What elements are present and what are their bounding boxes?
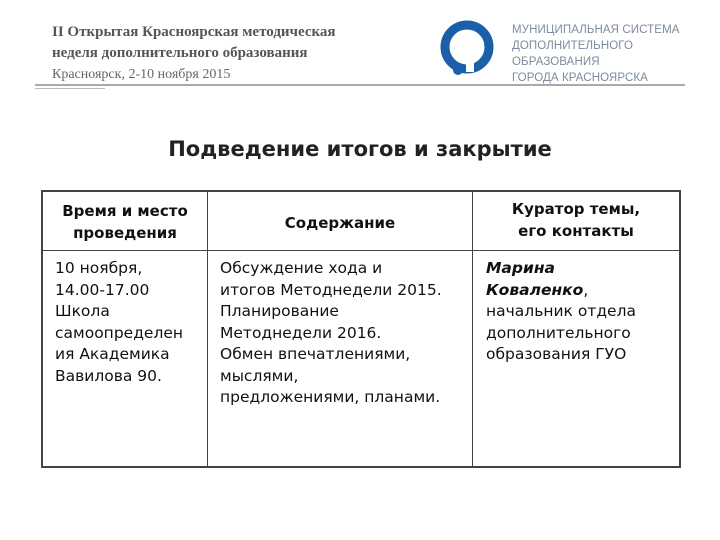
curator-first-name: Марина (486, 259, 556, 277)
org-name-line-1: МУНИЦИПАЛЬНАЯ СИСТЕМА (512, 24, 680, 36)
org-name-line-2: ДОПОЛНИТЕЛЬНОГО ОБРАЗОВАНИЯ (512, 40, 633, 68)
event-location-dates: Красноярск, 2-10 ноября 2015 (52, 67, 231, 82)
time-place-cell: 10 ноября, 14.00-17.00 Школа самоопределен ия Академика Вавилова 90. (55, 259, 184, 385)
column-header-content: Содержание (284, 214, 396, 232)
org-name-line-3: ГОРОДА КРАСНОЯРСКА (512, 72, 648, 84)
curator-role-line: дополнительного (486, 323, 631, 342)
schedule-table (41, 190, 681, 468)
event-title-line-1: II Открытая Красноярская методическая (52, 24, 336, 40)
curator-cell (486, 258, 681, 366)
curator-role-line: образования ГУО (486, 345, 627, 363)
content-cell: Обсуждение хода и итогов Методнедели 2015. Планирование Методнедели 2016. Обмен впечатлениями, мыслями, предложениями, планами. (220, 259, 442, 406)
slide-title: Подведение итогов и закрытие (168, 137, 552, 161)
curator-surname-line: Коваленко, (486, 280, 589, 299)
event-header (52, 22, 336, 85)
organization-name (512, 22, 720, 86)
curator-surname: Коваленко (486, 280, 584, 299)
header-row-divider (43, 250, 679, 251)
header-divider-accent (35, 88, 105, 89)
curator-role-line: начальник отдела (486, 302, 636, 320)
event-title-line-2: неделя дополнительного образования (52, 45, 308, 61)
column-header-curator: Куратор темы, его контакты (511, 200, 641, 240)
municipal-system-logo-icon (438, 20, 496, 78)
header-divider (35, 84, 685, 86)
column-header-time-place: Время и место проведения (62, 202, 188, 242)
